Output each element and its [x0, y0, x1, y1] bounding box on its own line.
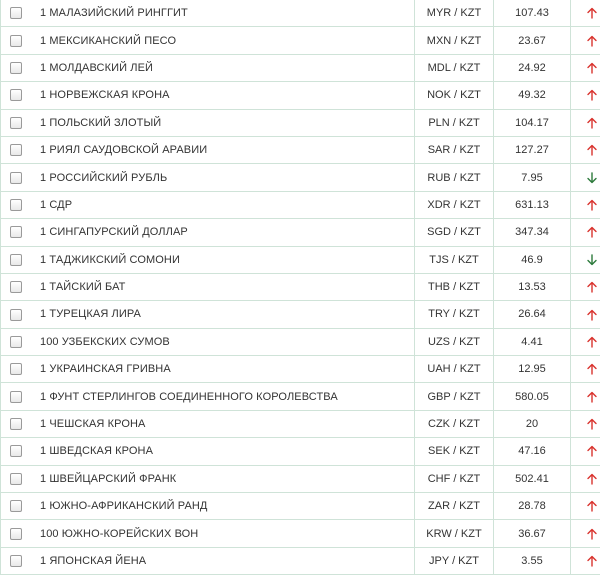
arrow-up-icon: [587, 391, 597, 403]
currency-name: 1 ЯПОНСКАЯ ЙЕНА: [31, 547, 415, 574]
rate-row: [1, 54, 600, 81]
currency-pair: SEK / KZT: [415, 438, 494, 465]
rate-row: [1, 383, 600, 410]
select-cell: [1, 54, 32, 81]
rate-row: [1, 0, 600, 27]
trend-cell: [571, 54, 600, 81]
currency-pair: XDR / KZT: [415, 191, 494, 218]
rate-row: [1, 438, 600, 465]
select-cell: [1, 438, 32, 465]
arrow-up-icon: [587, 445, 597, 457]
rate-value: 20: [494, 410, 571, 437]
arrow-up-icon: [587, 117, 597, 129]
rate-row: [1, 191, 600, 218]
trend-cell: [571, 328, 600, 355]
currency-name: 1 ТУРЕЦКАЯ ЛИРА: [31, 301, 415, 328]
select-cell: [1, 465, 32, 492]
select-checkbox[interactable]: [10, 62, 22, 74]
rate-row: [1, 273, 600, 300]
select-checkbox[interactable]: [10, 199, 22, 211]
rate-row: [1, 520, 600, 547]
arrow-up-icon: [587, 309, 597, 321]
arrow-down-icon: [587, 254, 597, 266]
currency-pair: UZS / KZT: [415, 328, 494, 355]
rate-value: 28.78: [494, 493, 571, 520]
currency-name: 1 ШВЕЙЦАРСКИЙ ФРАНК: [31, 465, 415, 492]
select-checkbox[interactable]: [10, 309, 22, 321]
select-checkbox[interactable]: [10, 500, 22, 512]
select-checkbox[interactable]: [10, 418, 22, 430]
select-checkbox[interactable]: [10, 391, 22, 403]
arrow-up-icon: [587, 418, 597, 430]
rate-row: [1, 410, 600, 437]
currency-name: 1 ТАЙСКИЙ БАТ: [31, 273, 415, 300]
currency-pair: PLN / KZT: [415, 109, 494, 136]
currency-name: 1 МАЛАЗИЙСКИЙ РИНГГИТ: [31, 0, 415, 27]
rate-row: [1, 136, 600, 163]
rate-row: [1, 493, 600, 520]
currency-pair: GBP / KZT: [415, 383, 494, 410]
select-checkbox[interactable]: [10, 254, 22, 266]
rate-value: 7.95: [494, 164, 571, 191]
currency-pair: RUB / KZT: [415, 164, 494, 191]
select-cell: [1, 301, 32, 328]
rate-value: 104.17: [494, 109, 571, 136]
trend-cell: [571, 273, 600, 300]
currency-name: 1 ЮЖНО-АФРИКАНСКИЙ РАНД: [31, 493, 415, 520]
currency-pair: TRY / KZT: [415, 301, 494, 328]
currency-name: 1 ТАДЖИКСКИЙ СОМОНИ: [31, 246, 415, 273]
select-checkbox[interactable]: [10, 144, 22, 156]
rate-value: 23.67: [494, 27, 571, 54]
rate-value: 46.9: [494, 246, 571, 273]
trend-cell: [571, 301, 600, 328]
currency-name: 1 МЕКСИКАНСКИЙ ПЕСО: [31, 27, 415, 54]
exchange-rates-body: [1, 0, 600, 575]
currency-name: 1 РИЯЛ САУДОВСКОЙ АРАВИИ: [31, 136, 415, 163]
currency-pair: SGD / KZT: [415, 219, 494, 246]
select-checkbox[interactable]: [10, 473, 22, 485]
arrow-up-icon: [587, 226, 597, 238]
currency-name: 1 УКРАИНСКАЯ ГРИВНА: [31, 356, 415, 383]
trend-cell: [571, 438, 600, 465]
arrow-up-icon: [587, 35, 597, 47]
currency-pair: KRW / KZT: [415, 520, 494, 547]
select-checkbox[interactable]: [10, 172, 22, 184]
currency-pair: ZAR / KZT: [415, 493, 494, 520]
select-cell: [1, 27, 32, 54]
trend-cell: [571, 246, 600, 273]
select-checkbox[interactable]: [10, 555, 22, 567]
arrow-up-icon: [587, 62, 597, 74]
currency-pair: JPY / KZT: [415, 547, 494, 574]
select-cell: [1, 246, 32, 273]
select-checkbox[interactable]: [10, 226, 22, 238]
rate-row: [1, 465, 600, 492]
rate-row: [1, 27, 600, 54]
rate-value: 24.92: [494, 54, 571, 81]
arrow-up-icon: [587, 363, 597, 375]
select-cell: [1, 164, 32, 191]
trend-cell: [571, 191, 600, 218]
select-checkbox[interactable]: [10, 89, 22, 101]
select-cell: [1, 410, 32, 437]
arrow-up-icon: [587, 7, 597, 19]
currency-pair: CHF / KZT: [415, 465, 494, 492]
currency-pair: SAR / KZT: [415, 136, 494, 163]
trend-cell: [571, 136, 600, 163]
select-checkbox[interactable]: [10, 336, 22, 348]
select-cell: [1, 493, 32, 520]
rate-row: [1, 547, 600, 574]
rate-value: 49.32: [494, 82, 571, 109]
currency-pair: NOK / KZT: [415, 82, 494, 109]
arrow-up-icon: [587, 500, 597, 512]
trend-cell: [571, 493, 600, 520]
rate-row: [1, 164, 600, 191]
select-checkbox[interactable]: [10, 528, 22, 540]
select-cell: [1, 328, 32, 355]
rate-value: 631.13: [494, 191, 571, 218]
trend-cell: [571, 465, 600, 492]
trend-cell: [571, 219, 600, 246]
rate-value: 47.16: [494, 438, 571, 465]
rate-value: 4.41: [494, 328, 571, 355]
currency-name: 1 МОЛДАВСКИЙ ЛЕЙ: [31, 54, 415, 81]
currency-pair: MYR / KZT: [415, 0, 494, 27]
arrow-up-icon: [587, 89, 597, 101]
trend-cell: [571, 547, 600, 574]
currency-name: 1 РОССИЙСКИЙ РУБЛЬ: [31, 164, 415, 191]
currency-pair: UAH / KZT: [415, 356, 494, 383]
trend-cell: [571, 109, 600, 136]
select-cell: [1, 547, 32, 574]
select-cell: [1, 0, 32, 27]
rate-value: 107.43: [494, 0, 571, 27]
rate-row: [1, 82, 600, 109]
rate-value: 347.34: [494, 219, 571, 246]
currency-name: 100 ЮЖНО-КОРЕЙСКИХ ВОН: [31, 520, 415, 547]
currency-pair: MXN / KZT: [415, 27, 494, 54]
arrow-up-icon: [587, 144, 597, 156]
select-cell: [1, 136, 32, 163]
rate-row: [1, 109, 600, 136]
currency-pair: CZK / KZT: [415, 410, 494, 437]
select-cell: [1, 109, 32, 136]
arrow-up-icon: [587, 555, 597, 567]
currency-name: 1 НОРВЕЖСКАЯ КРОНА: [31, 82, 415, 109]
select-checkbox[interactable]: [10, 35, 22, 47]
currency-pair: TJS / KZT: [415, 246, 494, 273]
rate-row: [1, 301, 600, 328]
rate-value: 26.64: [494, 301, 571, 328]
rate-value: 13.53: [494, 273, 571, 300]
arrow-down-icon: [587, 172, 597, 184]
currency-name: 1 ЧЕШСКАЯ КРОНА: [31, 410, 415, 437]
currency-name: 1 ШВЕДСКАЯ КРОНА: [31, 438, 415, 465]
rate-value: 3.55: [494, 547, 571, 574]
rate-row: [1, 356, 600, 383]
arrow-up-icon: [587, 199, 597, 211]
rate-value: 127.27: [494, 136, 571, 163]
select-checkbox[interactable]: [10, 117, 22, 129]
select-cell: [1, 273, 32, 300]
currency-pair: MDL / KZT: [415, 54, 494, 81]
rate-row: [1, 328, 600, 355]
arrow-up-icon: [587, 528, 597, 540]
select-checkbox[interactable]: [10, 363, 22, 375]
arrow-up-icon: [587, 473, 597, 485]
select-cell: [1, 383, 32, 410]
arrow-up-icon: [587, 336, 597, 348]
select-checkbox[interactable]: [10, 281, 22, 293]
currency-name: 100 УЗБЕКСКИХ СУМОВ: [31, 328, 415, 355]
select-cell: [1, 191, 32, 218]
trend-cell: [571, 410, 600, 437]
currency-name: 1 СДР: [31, 191, 415, 218]
currency-name: 1 СИНГАПУРСКИЙ ДОЛЛАР: [31, 219, 415, 246]
trend-cell: [571, 0, 600, 27]
rate-row: [1, 219, 600, 246]
rate-value: 502.41: [494, 465, 571, 492]
trend-cell: [571, 82, 600, 109]
arrow-up-icon: [587, 281, 597, 293]
trend-cell: [571, 356, 600, 383]
rate-row: [1, 246, 600, 273]
select-cell: [1, 356, 32, 383]
trend-cell: [571, 520, 600, 547]
select-cell: [1, 82, 32, 109]
rate-value: 12.95: [494, 356, 571, 383]
currency-name: 1 ПОЛЬСКИЙ ЗЛОТЫЙ: [31, 109, 415, 136]
rate-value: 580.05: [494, 383, 571, 410]
select-cell: [1, 219, 32, 246]
trend-cell: [571, 27, 600, 54]
currency-name: 1 ФУНТ СТЕРЛИНГОВ СОЕДИНЕННОГО КОРОЛЕВСТВА: [31, 383, 415, 410]
trend-cell: [571, 383, 600, 410]
currency-pair: THB / KZT: [415, 273, 494, 300]
select-checkbox[interactable]: [10, 7, 22, 19]
select-checkbox[interactable]: [10, 445, 22, 457]
trend-cell: [571, 164, 600, 191]
rate-value: 36.67: [494, 520, 571, 547]
select-cell: [1, 520, 32, 547]
